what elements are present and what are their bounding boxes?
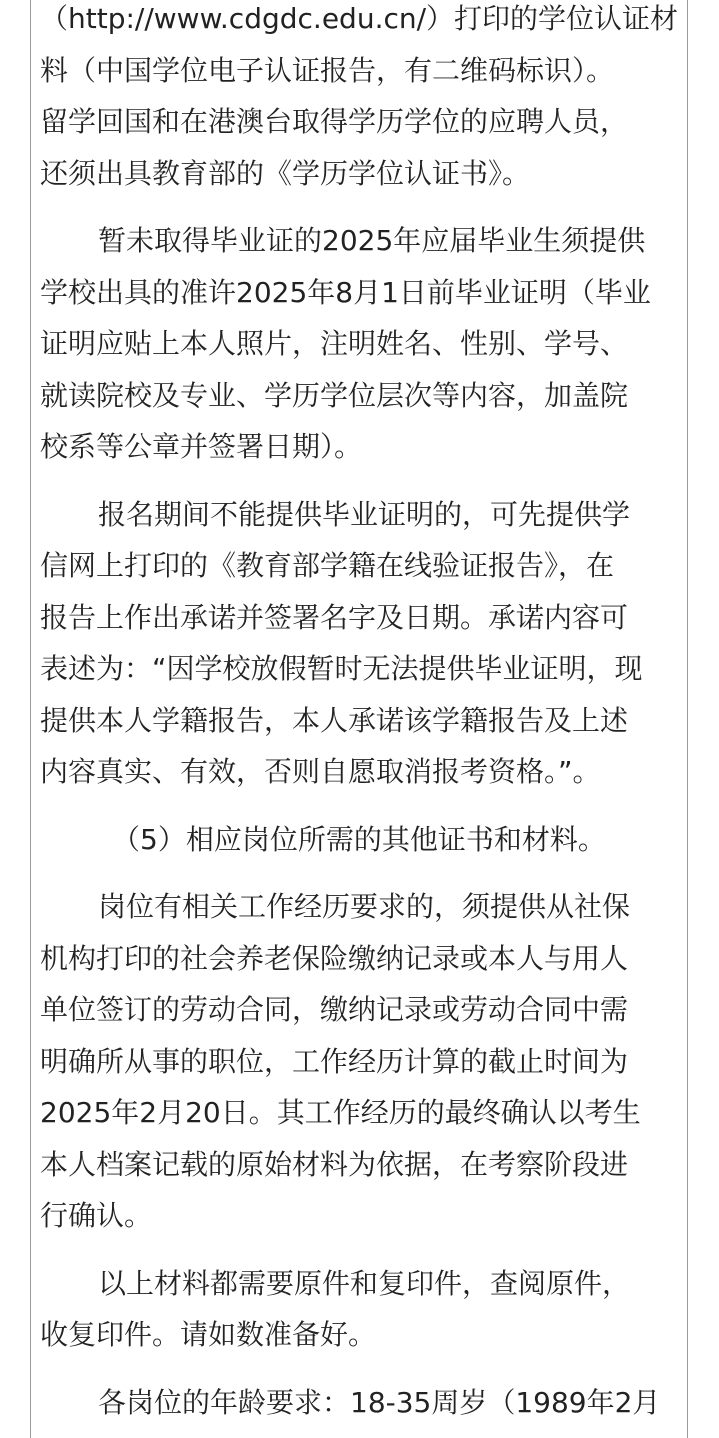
paragraph-graduation-proof	[40, 215, 672, 473]
text-line: 明确所从事的职位，工作经历计算的截止时间为	[40, 1044, 629, 1078]
text-line: 内容真实、有效，否则自愿取消报考资格。”。	[40, 755, 601, 788]
text-line: 报名期间不能提供毕业证明的，可先提供学	[98, 497, 631, 531]
text-line: 校系等公章并签署日期）。	[40, 430, 363, 463]
text-line: 本人档案记载的原始材料为依据，在考察阶段进	[40, 1147, 629, 1181]
text-line: （http://www.cdgdc.edu.cn/）打印的学位认证材	[40, 2, 679, 35]
paragraph-originals-copies	[40, 1258, 672, 1361]
paragraph-work-experience	[40, 881, 672, 1242]
text-line: 报告上作出承诺并签署名字及日期。承诺内容可	[40, 600, 629, 634]
text-line: 还须出具教育部的《学历学位认证书》。	[40, 156, 531, 190]
text-line: 各岗位的年龄要求：18-35周岁（1989年2月	[98, 1385, 661, 1419]
paragraph-student-status-report	[40, 489, 672, 798]
text-line: 单位签订的劳动合同，缴纳记录或劳动合同中需	[40, 993, 629, 1026]
text-line: 提供本人学籍报告，本人承诺该学籍报告及上述	[40, 703, 629, 737]
text-line: （5）相应岗位所需的其他证书和材料。	[112, 822, 606, 856]
text-line: 收复印件。请如数准备好。	[40, 1318, 377, 1351]
text-line: 行确认。	[40, 1199, 153, 1232]
text-line: 留学回国和在港澳台取得学历学位的应聘人员，	[40, 105, 629, 138]
paragraph-degree-certification	[40, 0, 679, 199]
text-line: 机构打印的社会养老保险缴纳记录或本人与用人	[40, 941, 629, 975]
paragraph-item-5	[40, 814, 672, 866]
text-line: 2025年2月20日。其工作经历的最终确认以考生	[40, 1096, 641, 1129]
text-line: 信网上打印的《教育部学籍在线验证报告》，在	[40, 549, 615, 582]
document-body[interactable]	[40, 0, 679, 1428]
text-line: 证明应贴上本人照片，注明姓名、性别、学号、	[40, 327, 629, 360]
text-line: 以上材料都需要原件和复印件，查阅原件，	[98, 1266, 631, 1300]
paragraph-age-requirement	[40, 1377, 672, 1429]
text-line: 就读院校及专业、学历学位层次等内容，加盖院	[40, 378, 629, 412]
text-line: 岗位有相关工作经历要求的，须提供从社保	[98, 890, 631, 923]
text-line: 表述为：“因学校放假暂时无法提供毕业证明，现	[40, 652, 643, 685]
text-line: 学校出具的准许2025年8月1日前毕业证明（毕业	[40, 275, 651, 309]
text-line: 料（中国学位电子认证报告，有二维码标识）。	[40, 53, 615, 87]
text-line: 暂未取得毕业证的2025年应届毕业生须提供	[98, 224, 646, 257]
